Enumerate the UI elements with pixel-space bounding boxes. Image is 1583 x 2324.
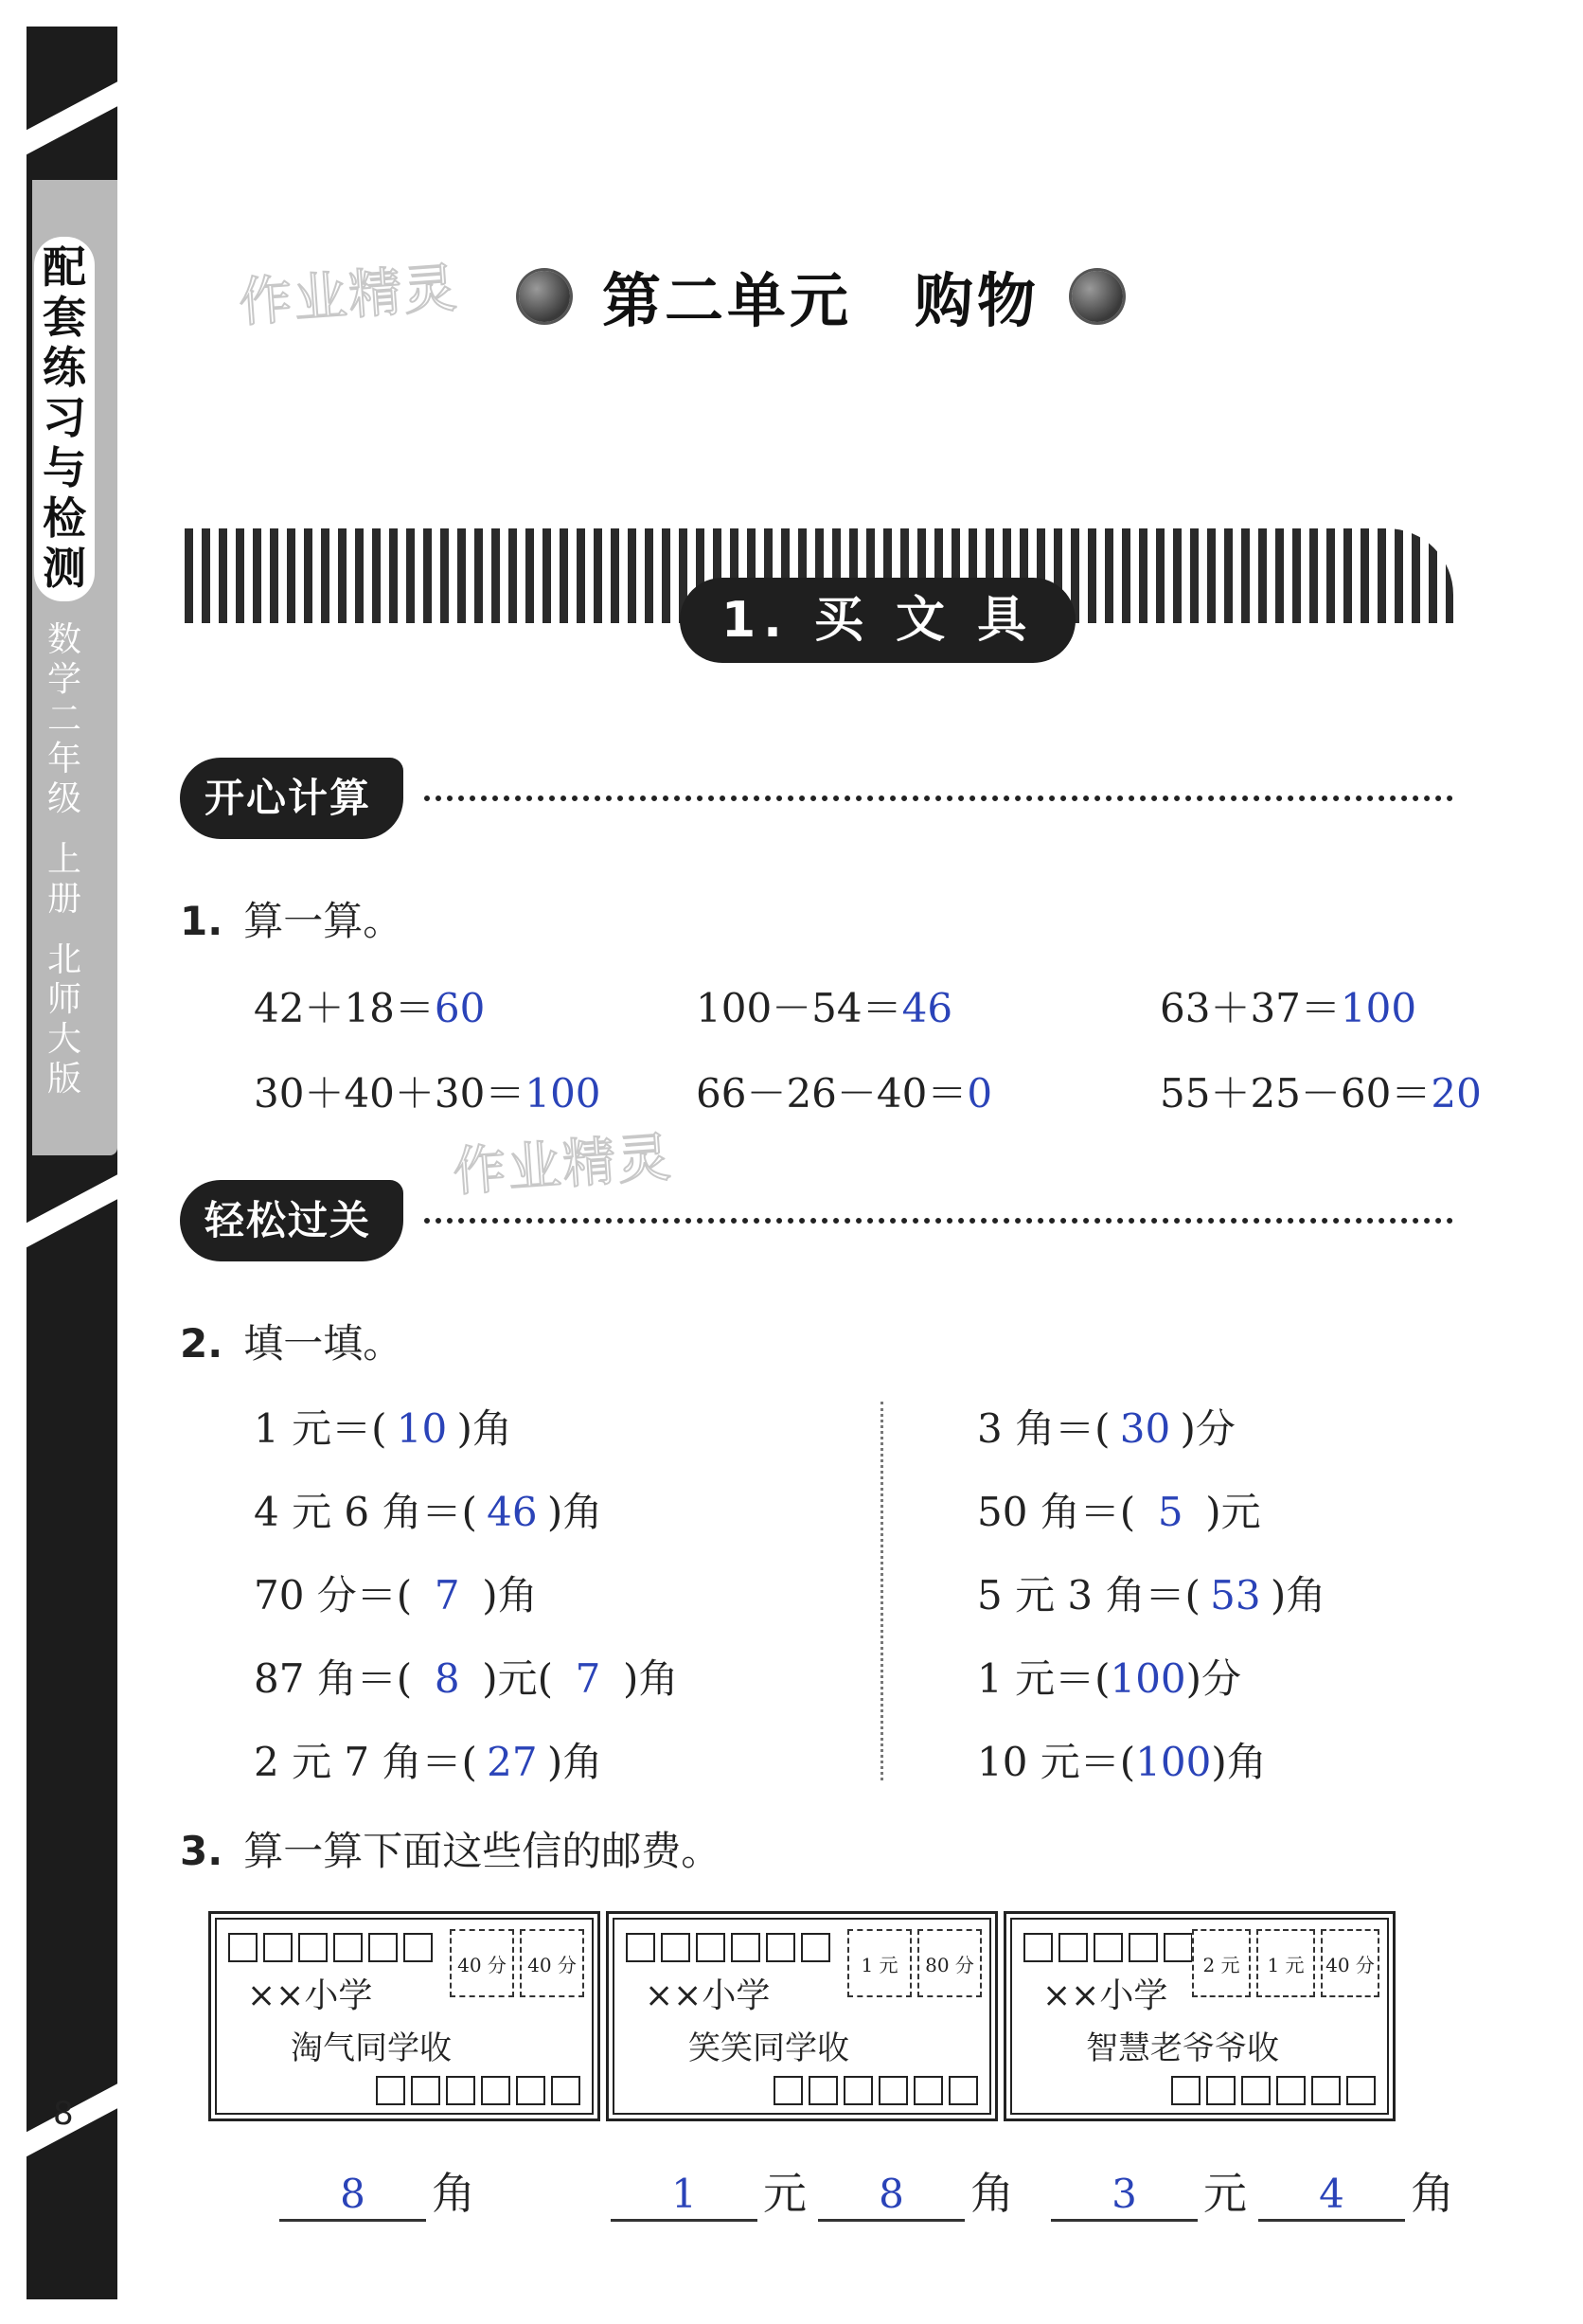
envelope-recipient: 淘气同学收 (291, 2029, 452, 2067)
answer-blank: 1 (611, 2170, 757, 2222)
answer: 30 (1119, 1405, 1171, 1452)
envelope-school: ××小学 (1042, 1976, 1168, 2015)
unit-title (519, 254, 1123, 338)
answer: 0 (967, 1070, 993, 1117)
stamp-row (450, 1929, 584, 1997)
fill-blank: 70 分＝( 7 )角 (254, 1572, 538, 1618)
bullet-icon (1072, 271, 1123, 322)
lesson-title: 1. 买 文 具 (680, 578, 1076, 663)
fill-blank: 50 角＝( 5 )元 (977, 1489, 1261, 1535)
page-number: 8 (53, 2095, 74, 2133)
answer-blank: 8 (818, 2170, 965, 2222)
postcode-boxes (376, 2076, 580, 2105)
equation: 100－54＝46 (696, 985, 953, 1031)
envelope-school: ××小学 (247, 1976, 373, 2015)
section-header-calc (180, 758, 1453, 839)
envelope (208, 1911, 600, 2121)
answer: 8 (434, 1655, 460, 1702)
answer: 60 (434, 985, 486, 1031)
fill-blank: 4 元 6 角＝( 46 )角 (254, 1489, 603, 1535)
stamp-row (847, 1929, 982, 1997)
envelope-recipient: 笑笑同学收 (688, 2029, 849, 2067)
answer-blank: 8 (279, 2170, 426, 2222)
answer: 10 (396, 1405, 448, 1452)
postcode-boxes (228, 1933, 433, 1962)
stamp: 2 元 (1192, 1929, 1251, 1997)
question-2-title: 2. 填一填。 (180, 1320, 403, 1367)
stamp-row (1192, 1929, 1379, 1997)
fill-blank: 5 元 3 角＝( 53 )角 (977, 1572, 1326, 1618)
postage-answer: 1 元 8 角 (611, 2159, 1025, 2222)
dotted-rule (424, 1218, 1453, 1224)
envelope (1004, 1911, 1396, 2121)
bullet-icon (519, 271, 570, 322)
question-3-title: 3. 算一算下面这些信的邮费。 (180, 1828, 721, 1874)
section-tag: 开心计算 (180, 758, 403, 839)
answer: 20 (1431, 1070, 1482, 1117)
book-subtitle: 数 学 二 年 级 上 册 北 师 大 版 (46, 620, 81, 1099)
equation: 30＋40＋30＝100 (254, 1070, 601, 1117)
answer: 27 (487, 1739, 538, 1785)
answer: 100 (1135, 1739, 1212, 1785)
answer: 100 (1110, 1655, 1186, 1702)
dotted-rule (424, 796, 1453, 801)
postage-answer: 8 角 (279, 2159, 487, 2222)
equation: 55＋25－60＝20 (1160, 1070, 1482, 1117)
envelope-school: ××小学 (645, 1976, 771, 2015)
answer: 46 (487, 1489, 538, 1535)
fill-blank: 2 元 7 角＝( 27 )角 (254, 1739, 603, 1785)
stamp: 40 分 (1321, 1929, 1379, 1997)
fill-blank: 87 角＝( 8 )元( 7 )角 (254, 1655, 679, 1702)
equation: 63＋37＝100 (1160, 985, 1417, 1031)
stamp: 1 元 (1256, 1929, 1315, 1997)
answer: 100 (525, 1070, 601, 1117)
postcode-boxes (1171, 2076, 1376, 2105)
watermark: 作业精灵 (451, 1126, 675, 1205)
equation: 42＋18＝60 (254, 985, 486, 1031)
postage-answer: 3 元 4 角 (1051, 2159, 1466, 2222)
answer: 100 (1340, 985, 1417, 1031)
stamp: 40 分 (450, 1929, 514, 1997)
envelope-recipient: 智慧老爷爷收 (1086, 2029, 1279, 2067)
answer: 46 (901, 985, 953, 1031)
section-header-pass (180, 1180, 1453, 1261)
answer: 53 (1210, 1572, 1261, 1618)
answer: 7 (575, 1655, 601, 1702)
envelope (606, 1911, 998, 2121)
postcode-boxes (774, 2076, 978, 2105)
column-divider (880, 1402, 883, 1780)
book-title: 配 套 练 习 与 检 测 (34, 237, 95, 601)
stamp: 40 分 (520, 1929, 584, 1997)
answer-blank: 4 (1258, 2170, 1405, 2222)
answer: 7 (434, 1572, 460, 1618)
fill-blank: 10 元＝(100)角 (977, 1739, 1267, 1785)
fill-blank: 1 元＝(100)分 (977, 1655, 1242, 1702)
fill-blank: 1 元＝( 10 )角 (254, 1405, 512, 1452)
question-1-title: 1. 算一算。 (180, 898, 403, 944)
postcode-boxes (626, 1933, 830, 1962)
answer: 5 (1157, 1489, 1183, 1535)
unit-title-text: 第二单元 购物 (602, 266, 1041, 335)
answer-blank: 3 (1051, 2170, 1198, 2222)
equation: 66－26－40＝0 (696, 1070, 993, 1117)
fill-blank: 3 角＝( 30 )分 (977, 1405, 1236, 1452)
section-tag: 轻松过关 (180, 1180, 403, 1261)
stamp: 1 元 (847, 1929, 912, 1997)
stamp: 80 分 (917, 1929, 982, 1997)
watermark: 作业精灵 (237, 257, 461, 335)
